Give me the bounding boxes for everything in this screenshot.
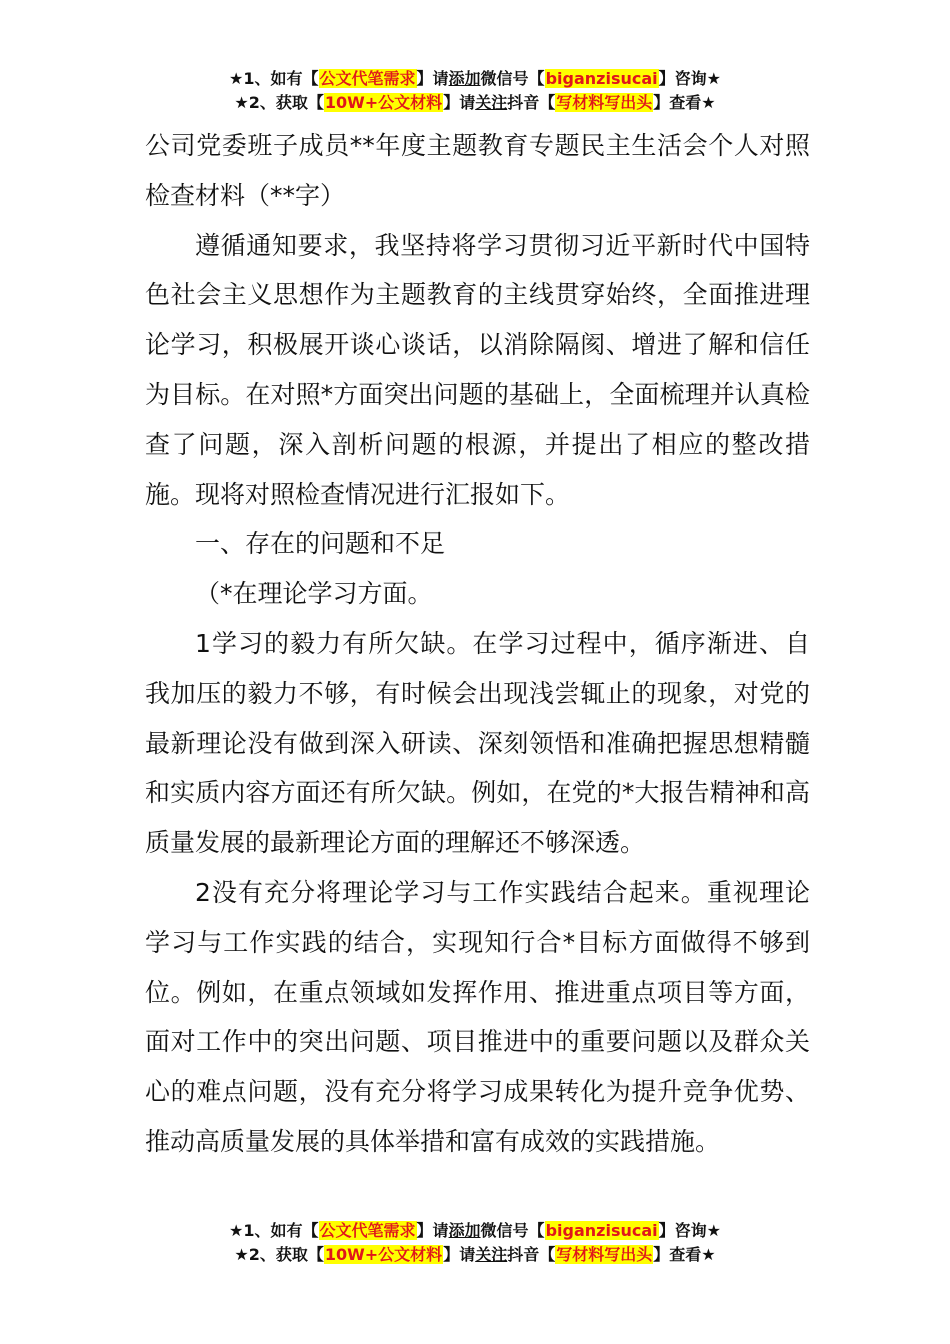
banner-highlight: 公文代笔需求	[319, 69, 416, 88]
paragraph-item-1: 1学习的毅力有所欠缺。在学习过程中，循序渐进、自我加压的毅力不够，有时候会出现浅尝辄止的现象，对党的最新理论没有做到深入研读、深刻领悟和准确把握思想精髓和实质内容方面还有所欠缺。例如，在党的*大报告精神和高质量发展的最新理论方面的理解还不够深透。	[145, 628, 810, 858]
banner-highlight: biganzisucai	[545, 1221, 658, 1240]
paragraph-intro: 遵循通知要求，我坚持将学习贯彻习近平新时代中国特色社会主义思想作为主题教育的主线贯穿始终，全面推进理论学习，积极展开谈心谈话，以消除隔阂、增进了解和信任为目标。在对照*方面突出问题的基础上，全面梳理并认真检查了问题，深入剖析问题的根源，并提出了相应的整改措施。现将对照检查情况进行汇报如下。	[145, 230, 810, 509]
star-icon: ★	[229, 1221, 244, 1240]
banner-line-2	[0, 91, 950, 115]
banner-highlight: 写材料写出头	[556, 1245, 653, 1264]
banner-highlight: 10W+公文材料	[324, 93, 443, 112]
banner-text: 】请	[416, 69, 449, 88]
document-title: 公司党委班子成员**年度主题教育专题民主生活会个人对照检查材料（**字）	[145, 131, 810, 210]
banner-highlight: 10W+公文材料	[324, 1245, 443, 1264]
banner-underline: 添加	[448, 69, 481, 88]
banner-text: 1、如有【	[243, 1221, 319, 1240]
star-icon: ★	[706, 1221, 721, 1240]
banner-underline: 关注	[475, 1245, 508, 1264]
banner-line-1	[0, 1219, 950, 1243]
star-icon: ★	[234, 1245, 249, 1264]
banner-text: 】查看	[653, 1245, 702, 1264]
banner-underline: 添加	[448, 1221, 481, 1240]
section-heading: 一、存在的问题和不足	[195, 529, 446, 559]
banner-text: 】请	[443, 1245, 476, 1264]
subsection-heading: （*在理论学习方面。	[195, 579, 433, 609]
banner-highlight: 写材料写出头	[556, 93, 653, 112]
banner-text: 】请	[443, 93, 476, 112]
banner-highlight: 公文代笔需求	[319, 1221, 416, 1240]
banner-text: 】咨询	[658, 1221, 707, 1240]
banner-line-2	[0, 1243, 950, 1267]
bottom-banner	[0, 1219, 950, 1267]
banner-text: 】查看	[653, 93, 702, 112]
star-icon: ★	[701, 93, 716, 112]
banner-text: 微信号【	[480, 69, 545, 88]
banner-text: 】请	[416, 1221, 449, 1240]
top-banner	[0, 67, 950, 115]
star-icon: ★	[234, 93, 249, 112]
banner-text: 1、如有【	[243, 69, 319, 88]
document-body	[145, 121, 810, 1167]
star-icon: ★	[229, 69, 244, 88]
star-icon: ★	[706, 69, 721, 88]
paragraph-item-2: 2没有充分将理论学习与工作实践结合起来。重视理论学习与工作实践的结合，实现知行合*目标方面做得不够到位。例如，在重点领域如发挥作用、推进重点项目等方面，面对工作中的突出问题、项目推进中的重要问题以及群众关心的难点问题，没有充分将学习成果转化为提升竞争优势、推动高质量发展的具体举措和富有成效的实践措施。	[145, 877, 810, 1156]
banner-text: 微信号【	[480, 1221, 545, 1240]
banner-text: 2、获取【	[248, 93, 324, 112]
banner-text: 抖音【	[507, 93, 556, 112]
star-icon: ★	[701, 1245, 716, 1264]
banner-text: 2、获取【	[248, 1245, 324, 1264]
banner-line-1	[0, 67, 950, 91]
banner-text: 抖音【	[507, 1245, 556, 1264]
banner-text: 】咨询	[658, 69, 707, 88]
banner-highlight: biganzisucai	[545, 69, 658, 88]
banner-underline: 关注	[475, 93, 508, 112]
